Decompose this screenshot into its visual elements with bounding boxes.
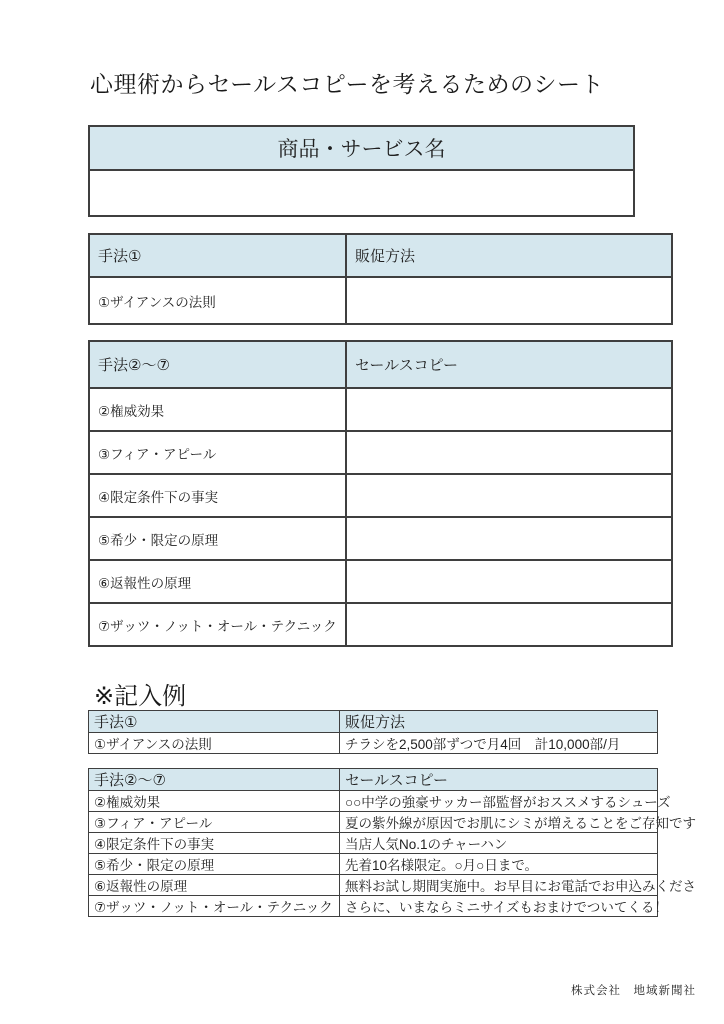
example-value-cell: 当店人気No.1のチャーハン bbox=[340, 833, 658, 854]
example-label-cell: ②権威効果 bbox=[89, 791, 340, 812]
method-label-cell: ④限定条件下の事実 bbox=[89, 474, 346, 517]
table-row bbox=[89, 603, 672, 646]
method-value-blank-cell bbox=[346, 388, 672, 431]
table-row bbox=[89, 474, 672, 517]
example-methods-col1-header: 手法②～⑦ bbox=[89, 769, 340, 791]
method-label-cell: ⑦ザッツ・ノット・オール・テクニック bbox=[89, 603, 346, 646]
method-value-blank-cell bbox=[346, 603, 672, 646]
example-method1-table bbox=[88, 710, 658, 754]
example-method1-col2-header: 販促方法 bbox=[340, 711, 658, 733]
example-value-cell: ○○中学の強豪サッカー部監督がおススメするシューズ bbox=[340, 791, 658, 812]
method-value-blank-cell bbox=[346, 277, 672, 324]
table-row bbox=[89, 875, 658, 896]
method1-col2-header: 販促方法 bbox=[346, 234, 672, 277]
table-row bbox=[89, 733, 658, 754]
method1-col1-header: 手法① bbox=[89, 234, 346, 277]
example-label-cell: ①ザイアンスの法則 bbox=[89, 733, 340, 754]
product-name-header: 商品・サービス名 bbox=[89, 126, 634, 170]
example-method1-col1-header: 手法① bbox=[89, 711, 340, 733]
table-row bbox=[89, 388, 672, 431]
table-row bbox=[89, 277, 672, 324]
example-methods-col2-header: セールスコピー bbox=[340, 769, 658, 791]
table-row bbox=[89, 812, 658, 833]
method-value-blank-cell bbox=[346, 517, 672, 560]
example-section-heading: ※記入例 bbox=[94, 683, 187, 710]
example-value-cell: 夏の紫外線が原因でお肌にシミが増えることをご存知です bbox=[340, 812, 658, 833]
product-name-table bbox=[88, 125, 635, 217]
method-label-cell: ②権威効果 bbox=[89, 388, 346, 431]
methods-col2-header: セールスコピー bbox=[346, 341, 672, 388]
table-row bbox=[89, 791, 658, 812]
methods2to7-table bbox=[88, 340, 673, 647]
table-row bbox=[89, 854, 658, 875]
method-value-blank-cell bbox=[346, 560, 672, 603]
example-value-cell: 先着10名様限定。○月○日まで。 bbox=[340, 854, 658, 875]
example-label-cell: ④限定条件下の事実 bbox=[89, 833, 340, 854]
method-value-blank-cell bbox=[346, 431, 672, 474]
method-label-cell: ③フィア・アピール bbox=[89, 431, 346, 474]
example-value-cell: 無料お試し期間実施中。お早目にお電話でお申込みくださ bbox=[340, 875, 658, 896]
method-label-cell: ①ザイアンスの法則 bbox=[89, 277, 346, 324]
table-row bbox=[89, 833, 658, 854]
example-label-cell: ③フィア・アピール bbox=[89, 812, 340, 833]
example-label-cell: ⑥返報性の原理 bbox=[89, 875, 340, 896]
table-row bbox=[89, 560, 672, 603]
example-value-cell: チラシを2,500部ずつで月4回 計10,000部/月 bbox=[340, 733, 658, 754]
table-row bbox=[89, 431, 672, 474]
example-value-cell: さらに、いまならミニサイズもおまけでついてくる！ bbox=[340, 896, 658, 917]
example-label-cell: ⑦ザッツ・ノット・オール・テクニック bbox=[89, 896, 340, 917]
method-value-blank-cell bbox=[346, 474, 672, 517]
method-label-cell: ⑤希少・限定の原理 bbox=[89, 517, 346, 560]
product-name-blank-cell bbox=[89, 170, 634, 216]
company-footer: 株式会社 地域新聞社 bbox=[571, 985, 696, 997]
table-row bbox=[89, 517, 672, 560]
method-label-cell: ⑥返報性の原理 bbox=[89, 560, 346, 603]
example-methods2to7-table bbox=[88, 768, 696, 917]
example-label-cell: ⑤希少・限定の原理 bbox=[89, 854, 340, 875]
table-row bbox=[89, 896, 658, 917]
page-title: 心理術からセールスコピーを考えるためのシート bbox=[90, 71, 605, 97]
method1-table bbox=[88, 233, 673, 325]
methods-col1-header: 手法②～⑦ bbox=[89, 341, 346, 388]
